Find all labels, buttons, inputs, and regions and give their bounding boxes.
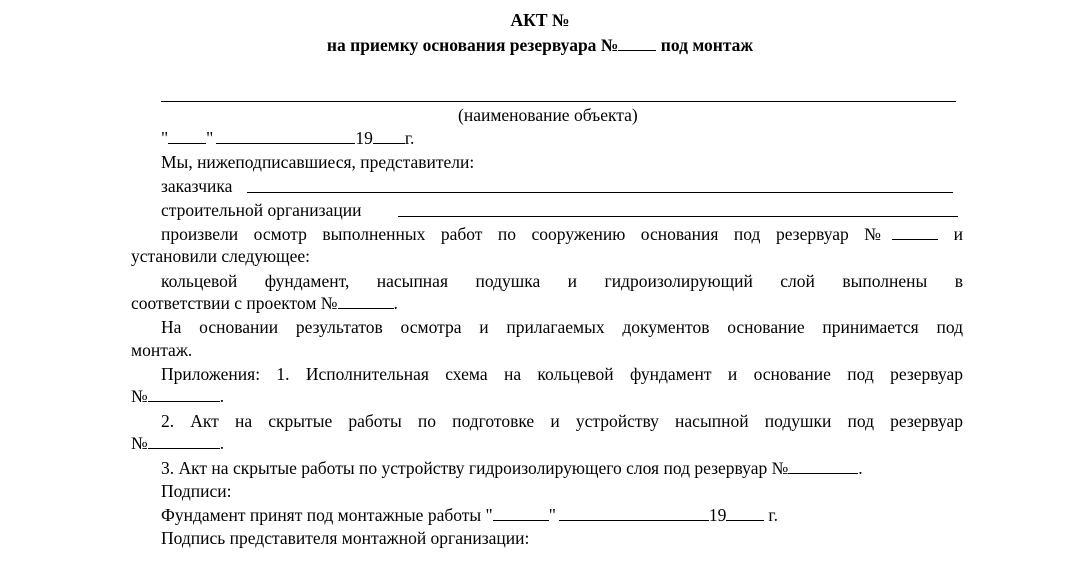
customer-blank[interactable] (247, 192, 953, 193)
attachment2-line1 (161, 410, 963, 432)
inspection-line2-text: установили следующее: (131, 246, 310, 266)
attachment2-number-sign: № (131, 433, 148, 453)
attachment1-number-sign: № (131, 386, 148, 406)
intro-text: Мы, нижеподписавшиеся, представители: (161, 152, 475, 172)
foundation-text: кольцевой фундамент, насыпная подушка и гидроизолирующий слой выполнены в (161, 271, 963, 291)
attachment1-line2 (131, 385, 224, 407)
foundation-period: . (393, 293, 398, 313)
installer-signature-label: Подпись представителя монтажной организации: (161, 528, 530, 548)
title-line2-a: на приемку основания резервуара № (326, 35, 619, 55)
conclusion-text: На основании результатов осмотра и прилагаемых документов основание принимается под (161, 317, 963, 337)
date-year-prefix: 19 (355, 128, 373, 148)
builder-blank[interactable] (398, 216, 958, 217)
attachment1-period: . (219, 386, 225, 406)
installer-signature-line (161, 527, 529, 549)
customer-label: заказчика (161, 176, 233, 196)
attachment1-line1 (161, 363, 963, 385)
accepted-open-quote: " (485, 505, 493, 525)
date-year-suffix: г. (404, 128, 415, 148)
builder-label: строительной организации (161, 200, 362, 220)
attachment1-number-blank[interactable] (148, 387, 220, 402)
accepted-day-blank[interactable] (493, 506, 549, 521)
builder-line (161, 199, 361, 221)
accepted-year-blank[interactable] (726, 506, 764, 521)
signatures-line (161, 480, 232, 502)
date-open-quote: " (161, 128, 169, 148)
inspection-line1 (161, 223, 963, 245)
date-month-blank[interactable] (216, 129, 355, 144)
accepted-year-prefix: 19 (708, 505, 727, 525)
title-line2-b: под монтаж (660, 35, 754, 55)
inspection-tank-blank[interactable] (892, 225, 938, 240)
attachment3-text: 3. Акт на скрытые работы по устройству гидроизолирующего слоя под резервуар № (161, 458, 789, 478)
inspection-line2 (131, 245, 310, 267)
customer-line (161, 175, 232, 197)
accepted-line (161, 504, 778, 526)
inspection-line1-end: и (953, 224, 963, 244)
object-name-line[interactable] (161, 101, 956, 102)
foundation-line1 (161, 270, 963, 292)
conclusion-line1 (161, 316, 963, 338)
accepted-text: Фундамент принят под монтажные работы (161, 505, 486, 525)
attachment3-number-blank[interactable] (788, 459, 858, 474)
project-number-blank[interactable] (338, 294, 394, 309)
date-day-blank[interactable] (168, 129, 206, 144)
signatures-label: Подписи: (161, 481, 232, 501)
accepted-month-blank[interactable] (559, 506, 709, 521)
date-year-blank[interactable] (373, 129, 405, 144)
attachment3-period: . (858, 458, 863, 478)
conclusion-line2 (131, 339, 192, 361)
attachment3-line (161, 457, 863, 479)
accepted-close-quote: " (548, 505, 556, 525)
attachment2-text: 2. Акт на скрытые работы по подготовке и устройству насыпной подушки под резервуар (161, 411, 963, 431)
document-subtitle (0, 34, 1080, 56)
foundation-line2 (131, 292, 398, 314)
document-title (0, 9, 1080, 31)
date-close-quote: " (206, 128, 214, 148)
attachment2-number-blank[interactable] (148, 434, 220, 449)
attachment2-period: . (219, 433, 225, 453)
date-line (161, 127, 414, 149)
foundation-project-label: соответствии с проектом № (131, 293, 338, 313)
title-line1: АКТ № (510, 10, 570, 30)
accepted-year-suffix: г. (768, 505, 778, 525)
intro-line (161, 151, 474, 173)
object-caption (458, 104, 638, 126)
attachment1-text: Приложения: 1. Исполнительная схема на кольцевой фундамент и основание под резервуар (161, 364, 963, 384)
inspection-text: произвели осмотр выполненных работ по сооружению основания под резервуар № (161, 224, 893, 244)
tank-number-blank[interactable] (618, 36, 656, 51)
object-caption-text: (наименование объекта) (458, 105, 638, 125)
attachment2-line2 (131, 432, 224, 454)
conclusion-line2-text: монтаж. (131, 340, 193, 360)
